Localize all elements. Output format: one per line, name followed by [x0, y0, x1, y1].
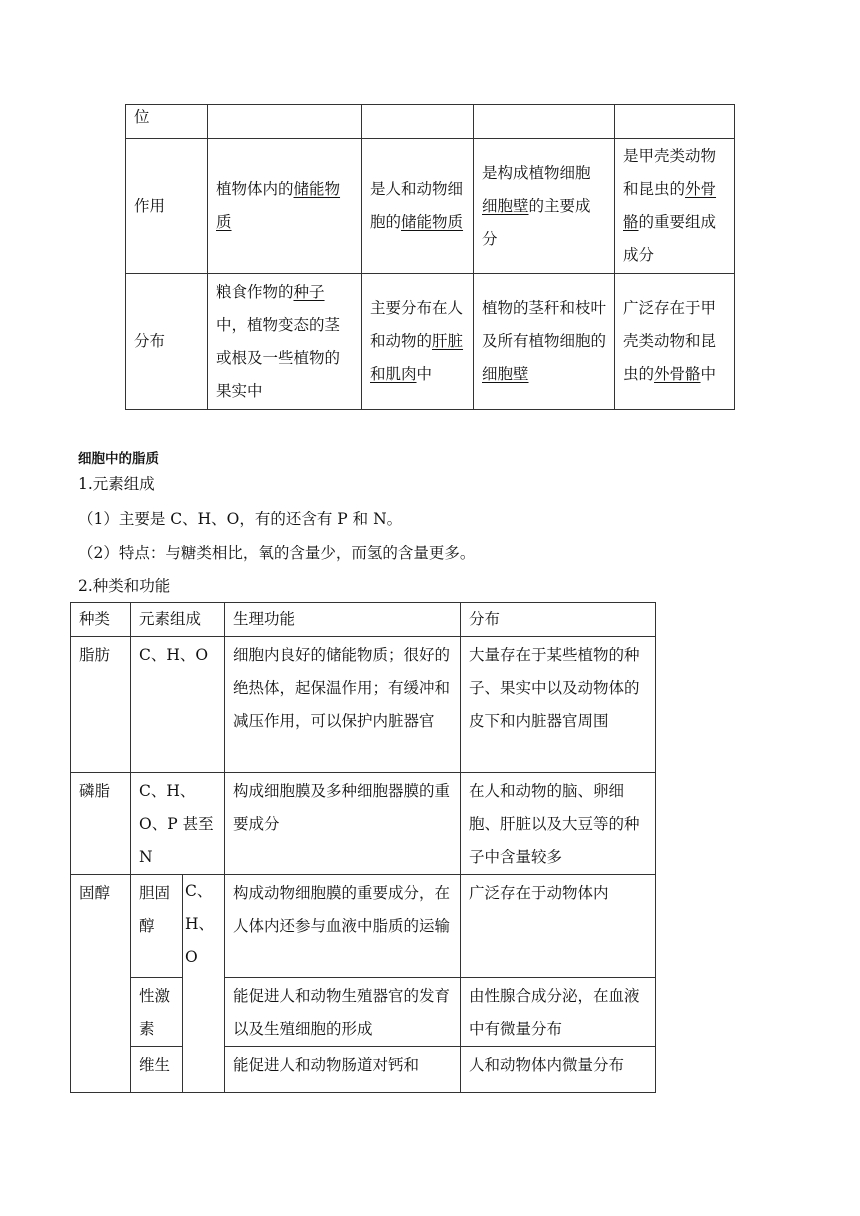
table-cell: 是构成植物细胞细胞壁的主要成分: [474, 139, 615, 274]
elements-cell: C、H、O: [183, 875, 225, 1093]
underlined-term: 细胞壁: [482, 196, 529, 215]
row-label: 分布: [126, 274, 208, 410]
row-label: 作用: [126, 139, 208, 274]
distribution-cell: 人和动物体内微量分布: [461, 1047, 656, 1093]
function-cell: 构成细胞膜及多种细胞器膜的重要成分: [225, 773, 461, 875]
function-cell: 能促进人和动物肠道对钙和: [225, 1047, 461, 1093]
polysaccharide-table: [125, 104, 735, 410]
distribution-cell: 大量存在于某些植物的种子、果实中以及动物体的皮下和内脏器官周围: [461, 637, 656, 773]
underlined-term: 储能物质: [401, 213, 464, 231]
point-1: （1）主要是 C、H、O，有的还含有 P 和 N。: [78, 510, 403, 528]
distribution-cell: 广泛存在于动物体内: [461, 875, 656, 978]
section-heading: 细胞中的脂质: [78, 451, 159, 467]
subtype-cell: 性激素: [131, 978, 183, 1047]
table-cell: [208, 105, 362, 139]
table-cell: [615, 105, 735, 139]
row-label: 磷脂: [71, 773, 131, 875]
underlined-term: 细胞壁: [482, 365, 529, 383]
lipid-table: [70, 602, 656, 1093]
subheading-types: 2.种类和功能: [78, 577, 171, 595]
table-row-distribution: [126, 274, 735, 410]
table-row-fat: [71, 637, 656, 773]
row-label: 位: [126, 105, 208, 139]
table-row-function: [126, 139, 735, 274]
function-cell: 能促进人和动物生殖器官的发育以及生殖细胞的形成: [225, 978, 461, 1047]
table-row-sex-hormone: [71, 978, 656, 1047]
function-cell: 细胞内良好的储能物质；很好的绝热体，起保温作用；有缓冲和减压作用，可以保护内脏器官: [225, 637, 461, 773]
point-2: （2）特点：与糖类相比，氧的含量少，而氢的含量更多。: [78, 544, 476, 562]
underlined-term: 肝脏和肌肉: [370, 332, 464, 383]
table-row-phospholipid: [71, 773, 656, 875]
underlined-term: 外骨骼: [623, 180, 717, 231]
subtype-cell: 维生: [131, 1047, 183, 1093]
table-row-partial: [126, 105, 735, 139]
column-header: 生理功能: [225, 603, 461, 637]
subheading-elements: 1.元素组成: [78, 475, 155, 493]
table-cell: 广泛存在于甲壳类动物和昆虫的外骨骼中: [615, 274, 735, 410]
table-cell: [362, 105, 474, 139]
table-row-vitamin-d: [71, 1047, 656, 1093]
column-header: 元素组成: [131, 603, 225, 637]
underlined-term: 外骨骼: [654, 365, 701, 383]
distribution-cell: 由性腺合成分泌，在血液中有微量分布: [461, 978, 656, 1047]
table-cell: 是人和动物细胞的储能物质: [362, 139, 474, 274]
table-header-row: [71, 603, 656, 637]
table-row-cholesterol: [71, 875, 656, 978]
table-cell: 主要分布在人和动物的肝脏和肌肉中: [362, 274, 474, 410]
subtype-cell: 胆固醇: [131, 875, 183, 978]
distribution-cell: 在人和动物的脑、卵细胞、肝脏以及大豆等的种子中含量较多: [461, 773, 656, 875]
table-cell: 是甲壳类动物和昆虫的外骨骼的重要组成成分: [615, 139, 735, 274]
elements-cell: C、H、O、P 甚至 N: [131, 773, 225, 875]
function-cell: 构成动物细胞膜的重要成分，在人体内还参与血液中脂质的运输: [225, 875, 461, 978]
row-label: 固醇: [71, 875, 131, 1093]
column-header: 分布: [461, 603, 656, 637]
underlined-term: 种子: [293, 282, 325, 301]
row-label: 脂肪: [71, 637, 131, 773]
elements-cell: C、H、O: [131, 637, 225, 773]
table-cell: 植物体内的储能物质: [208, 139, 362, 274]
column-header: 种类: [71, 603, 131, 637]
table-cell: [474, 105, 615, 139]
table-cell: 植物的茎秆和枝叶及所有植物细胞的细胞壁: [474, 274, 615, 410]
underlined-term: 储能物质: [216, 180, 341, 231]
table-cell: 粮食作物的种子中，植物变态的茎或根及一些植物的果实中: [208, 274, 362, 410]
